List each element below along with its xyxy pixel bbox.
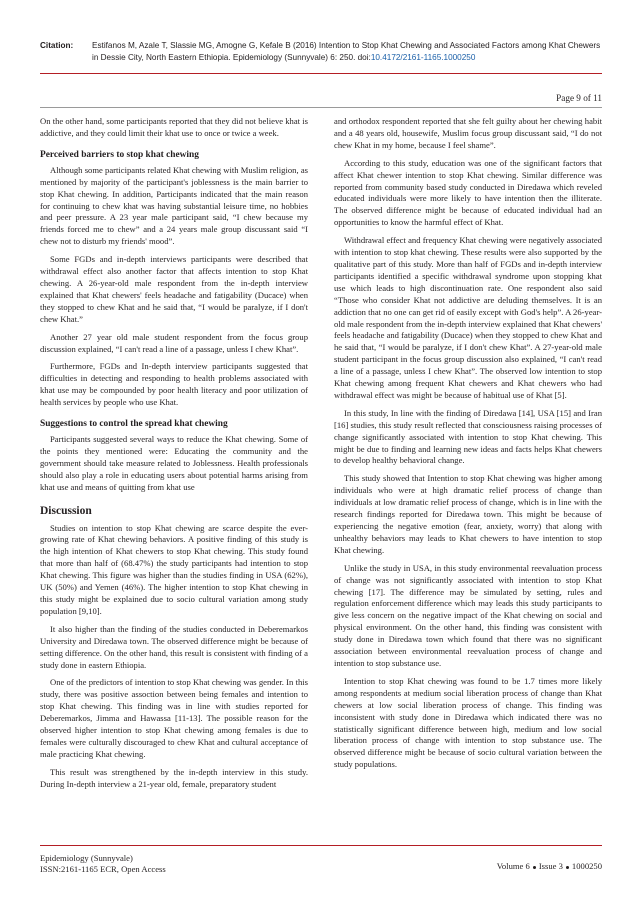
page-number: Page 9 of 11 [556, 93, 602, 103]
body-paragraph: Furthermore, FGDs and In-depth interview participants suggested that difficulties in detecting and responding to health problems associated with khat use may be compounded by poor health literacy and poor utilization of health services by people who use Khat. [40, 361, 308, 408]
page-number-rule [40, 107, 602, 108]
body-paragraph: Although some participants related Khat chewing with Muslim religion, as mentioned by majority of the participant's joblessness is the main barrier to stop Khat chewing. In addition, Participants indicated that the main reason for continuing to chew khat was having substantial leisure time, no hobbies and peer pressure. A 23 year male participant said, “I chew because my friends forced me to chew” and a 24 years male group discussant said “I chew not to disturb my friends' mood”. [40, 164, 308, 247]
bullet-separator [533, 866, 536, 869]
body-paragraph: Another 27 year old male student respondent from the focus group discussion explained, “I can't read a line of a passage, unless I chew Khat”. [40, 331, 308, 354]
right-column [334, 116, 602, 836]
footer-volume-info [497, 861, 602, 872]
bullet-separator [566, 866, 569, 869]
footer-issn: ISSN:2161-1165 ECR, Open Access [40, 864, 166, 874]
citation-block [40, 40, 602, 64]
footer-rule [40, 845, 602, 846]
footer-issue: Issue 3 [538, 861, 563, 871]
footer-journal-name: Epidemiology (Sunnyvale) [40, 853, 133, 863]
body-paragraph: and orthodox respondent reported that she felt guilty about her chewing habit and a 48 years old, housewife, Muslim focus group discussant said, “I do not chew Khat in my home, because I feel shame”. [334, 116, 602, 150]
body-paragraph: One of the predictors of intention to stop Khat chewing was gender. In this study, there was positive assoction between being females and intention to stop Khat chewing. This finding was in line with studies reported for Deberemarkos, Jimma and Hawassa [11-13]. The possible reason for the observed higher intention to stop Khat chewing among females is due to females were culturally discouraged to chew Khat and cultural acceptance of male practicing Khat chewing. [40, 677, 308, 759]
body-paragraph: According to this study, education was one of the significant factors that affect Khat chewer intention to stop Khat chewing. Similar difference was reported from community based study conducted in Diredawa which reveled educated individuals were more likely to have intention then the illiterate. The observed difference might be because of educated individual had an opportunities to know the harmful effect of Khat. [334, 157, 602, 228]
citation-text [84, 40, 602, 64]
subsection-heading: Perceived barriers to stop khat chewing [40, 149, 199, 160]
body-paragraph: This result was strengthened by the in-depth interview in this study. During In-depth interview a 21-year old, female, preparatory student [40, 766, 308, 789]
citation-label: Citation: [40, 41, 74, 50]
body-paragraph: This study showed that Intention to stop Khat chewing was higher among individuals who were at high dramatic relief process of change than individuals at low dramatic relief process of change, which is in line with the research findings reported for Diredawa town. This might be because of experiencing the negative emotion (fear, anxiety, worry) that along with unhealthy behaviors may leads to Khat chewers to have intention to stop Khat chewing. [334, 473, 602, 555]
body-paragraph: Unlike the study in USA, in this study environmental reevaluation process of change was not significantly associated with intention to stop Khat chewing [17]. The difference may be simulated by setting, rules and regulation enforcement difference which may leads this study participants to give less concern on the negative impact of the Khat chewing on social and physical environment. On the other hand, this finding was consistent with study done in Diredawa town which found that there was no significant association between environmental reevaluation process of change and intention to stop substance use. [334, 562, 602, 668]
body-paragraph: Withdrawal effect and frequency Khat chewing were negatively associated with intention to stop khat chewing. These results were also supported by the qualitative part of this study. More than half of FGDs and in-depth interview participants identified a specific withdrawal syndrome upon stopping khat use which leads to high discontinuation rate. One respondent also said “Those who consider Khat not addictive are deluding themselves. It is an addiction that no one can get rid of easily except with God's help”. A 26-year-old male respondent from the in-depth interview explained that Khat chewers' feels headache and fatigability (Ducace) when they stopped to chew Khat and he said that, “I would be paralyze, if I don't chew Khat”. A 27-year-old male student participant in the focus group discussion also explained, “I can't read a line of a passage, unless I chew Khat”. The observed low intention to stop Khat chewing among frequent Khat chewers and Khat chewers who had withdrawal effect was might be because of habitual use of Khat [5]. [334, 235, 602, 400]
body-paragraph: Some FGDs and in-depth interviews participants were described that withdrawal effect also another factor that affects intention to stop Khat chewing. A 26-year-old male respondent from the in-depth interview explained that Khat chewers' feels headache and fatigability (Ducace) when they stopped to chew Khat and he said that, “I would be paralyze, if I don't chew Khat.” [40, 254, 308, 324]
body-paragraph: On the other hand, some participants reported that they did not believe khat is addictive, and they could limit their khat use to once or twice a week. [40, 116, 308, 138]
body-paragraph: It also higher than the finding of the studies conducted in Deberemarkos University and Diredawa town. The observed difference might be because of setting difference. On the other hand, this result is consistent with finding of a study done in eastern Ethiopia. [40, 623, 308, 670]
citation-doi-link[interactable]: 10.4172/2161-1165.1000250 [370, 53, 476, 62]
subsection-heading: Suggestions to control the spread khat chewing [40, 419, 228, 430]
body-paragraph: In this study, In line with the finding of Diredawa [14], USA [15] and Iran [16] studies, this study result reflected that consciousness raising processes of change significantly associated with intention to stop Khat chewing. This might be due to finding and learning new ideas and facts helps Khat chewers to develop healthy behavioral change. [334, 407, 602, 466]
footer-volume: Volume 6 [496, 861, 530, 871]
citation-reference: Estifanos M, Azale T, Slassie MG, Amogne G, Kefale B (2016) Intention to Stop Khat Chewing and Associated Factors among Khat Chewers in Dessie City, North Eastern Ethiopia. Epidemiology (Sunnyvale) 6: 250. doi: [92, 41, 601, 62]
footer-journal-info [40, 853, 166, 875]
header-rule [40, 73, 602, 74]
body-paragraph: Studies on intention to stop Khat chewing are scarce despite the ever-growing rate of Khat chewing behaviors. A positive finding of this study is the high intention of Khat chewers to stop Khat chewing. This study found that more than half of (68.47%) the study participants had intention to stop Khat chewing. This figure was higher than the studies finding in USA (62%), UK (50%) and Yemen (46%). The higher intention to stop Khat chewing in this study might be explained due to socio cultural variation among study population [9,10]. [40, 522, 308, 616]
body-paragraph: Participants suggested several ways to reduce the Khat chewing. Some of the points they mentioned were: Educating the community and the government should take measure related to Joblessness. Health professionals should also play a role in educating users about potential harms arising from khat use and means of quitting from khat use [40, 434, 308, 492]
section-heading: Discussion [40, 504, 92, 517]
article-body [40, 116, 602, 836]
footer-article-number: 1000250 [571, 861, 602, 871]
body-paragraph: Intention to stop Khat chewing was found to be 1.7 times more likely among respondents at medium social liberation process of change than Khat chewers at low social liberation process of change. This finding was inconsistent with study done in Diredawa which indicated there was no statistically significant difference between high, medium and low social liberation process of change with intention to stop substance use. The observed difference might be because of socio cultural variation between the study populations. [334, 675, 602, 770]
left-column [40, 116, 308, 836]
